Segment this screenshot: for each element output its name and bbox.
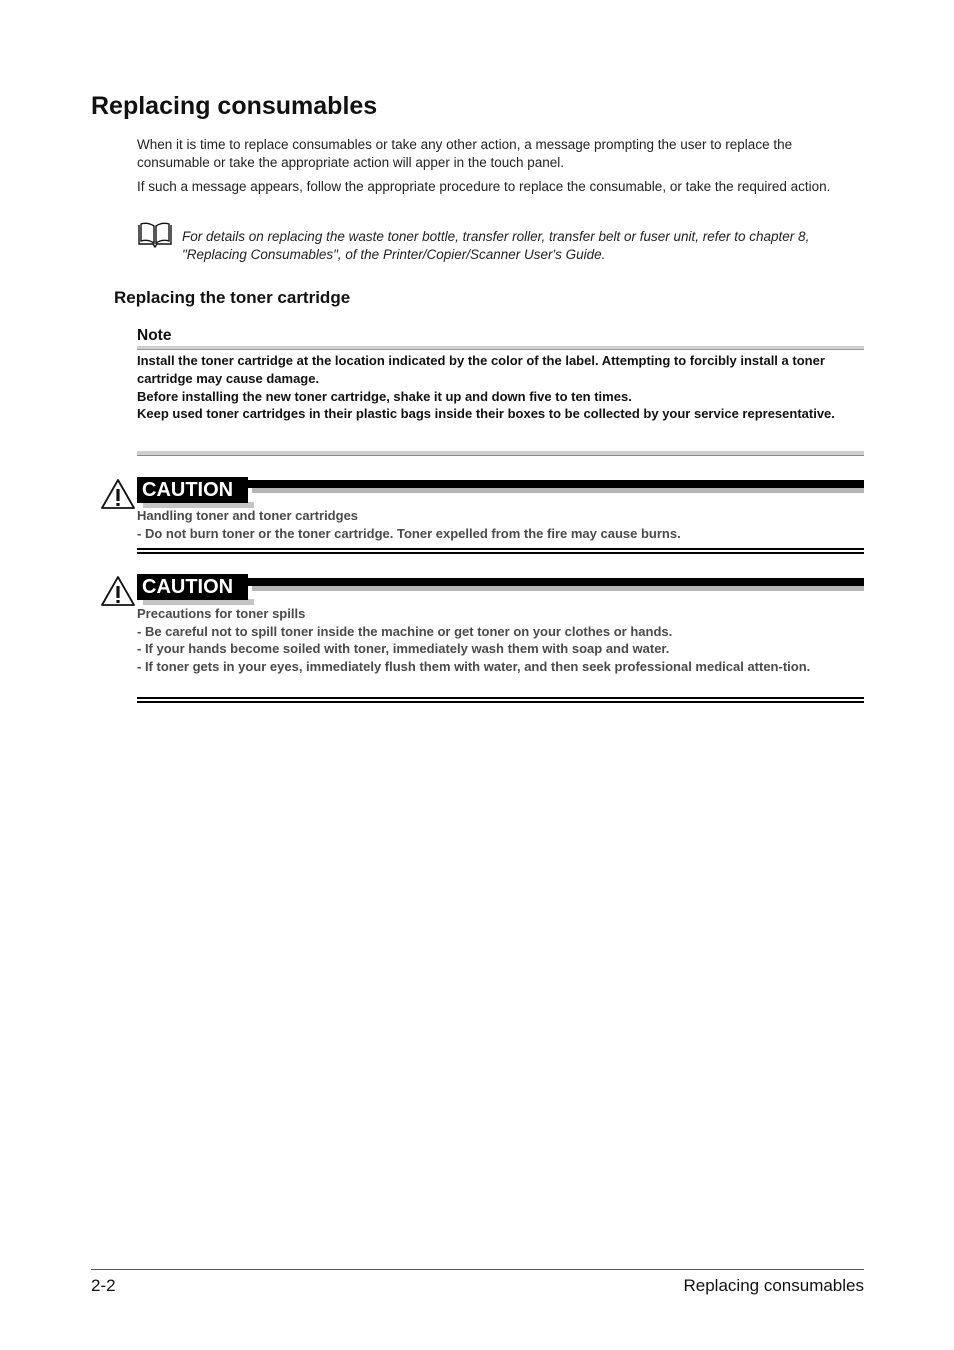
note-body	[137, 352, 864, 423]
footer-divider	[91, 1269, 864, 1270]
caution-line: - If your hands become soiled with toner, immediately wash them with soap and water.	[137, 641, 670, 657]
caution-line: - If toner gets in your eyes, immediately flush them with water, and then seek professional medical atten-tion.	[137, 658, 811, 674]
footer-section-title: Replacing consumables	[683, 1276, 864, 1295]
caution-label: CAUTION	[137, 477, 248, 503]
caution-end-rule	[137, 697, 864, 699]
caution-line: Handling toner and toner cartridges	[137, 508, 359, 523]
page-title: Replacing consumables	[91, 92, 378, 120]
note-line: Before installing the new toner cartridge, shake it up and down five to ten times.	[137, 388, 632, 404]
note-divider-bottom-line	[137, 455, 864, 456]
intro-paragraph-1: When it is time to replace consumables or take any other action, a message prompting the user to replace the consumable or take the appropriate action will apper in the touch panel.	[137, 137, 793, 170]
caution-line: - Do not burn toner or the toner cartridge. Toner expelled from the fire may cause burns.	[137, 525, 681, 541]
caution-end-rule	[137, 701, 864, 703]
caution-label: CAUTION	[137, 574, 248, 600]
reference-note: For details on replacing the waste toner bottle, transfer roller, transfer belt or fuser unit, refer to chapter 8, "Replacing Consumables", of the Printer/Copier/Scanner User's Guide.	[182, 229, 810, 262]
book-icon	[137, 222, 173, 248]
caution-end-rule	[137, 548, 864, 550]
caution-end-rule	[137, 552, 864, 554]
caution-rule-shadow	[252, 586, 864, 591]
footer-page-number: 2-2	[91, 1276, 116, 1295]
section-heading: Replacing the toner cartridge	[114, 288, 351, 307]
note-line: Keep used toner cartridges in their plastic bags inside their boxes to be collected by your service representative.	[137, 406, 835, 422]
note-line: Install the toner cartridge at the location indicated by the color of the label. Attempting to forcibly install a toner cartridge may cause damage.	[137, 353, 825, 386]
caution-body	[137, 605, 864, 675]
caution-rule	[248, 480, 864, 488]
note-title: Note	[137, 327, 172, 344]
caution-line: Precautions for toner spills	[137, 606, 306, 621]
caution-rule-shadow	[252, 488, 864, 493]
caution-line: - Be careful not to spill toner inside the machine or get toner on your clothes or hands.	[137, 623, 673, 639]
caution-body	[137, 507, 864, 542]
note-divider-top-line	[137, 349, 864, 350]
intro-paragraph-2: If such a message appears, follow the appropriate procedure to replace the consumable, or take the required action.	[137, 179, 831, 194]
caution-rule	[248, 578, 864, 586]
warning-triangle-icon	[100, 478, 136, 510]
warning-triangle-icon	[100, 575, 136, 607]
